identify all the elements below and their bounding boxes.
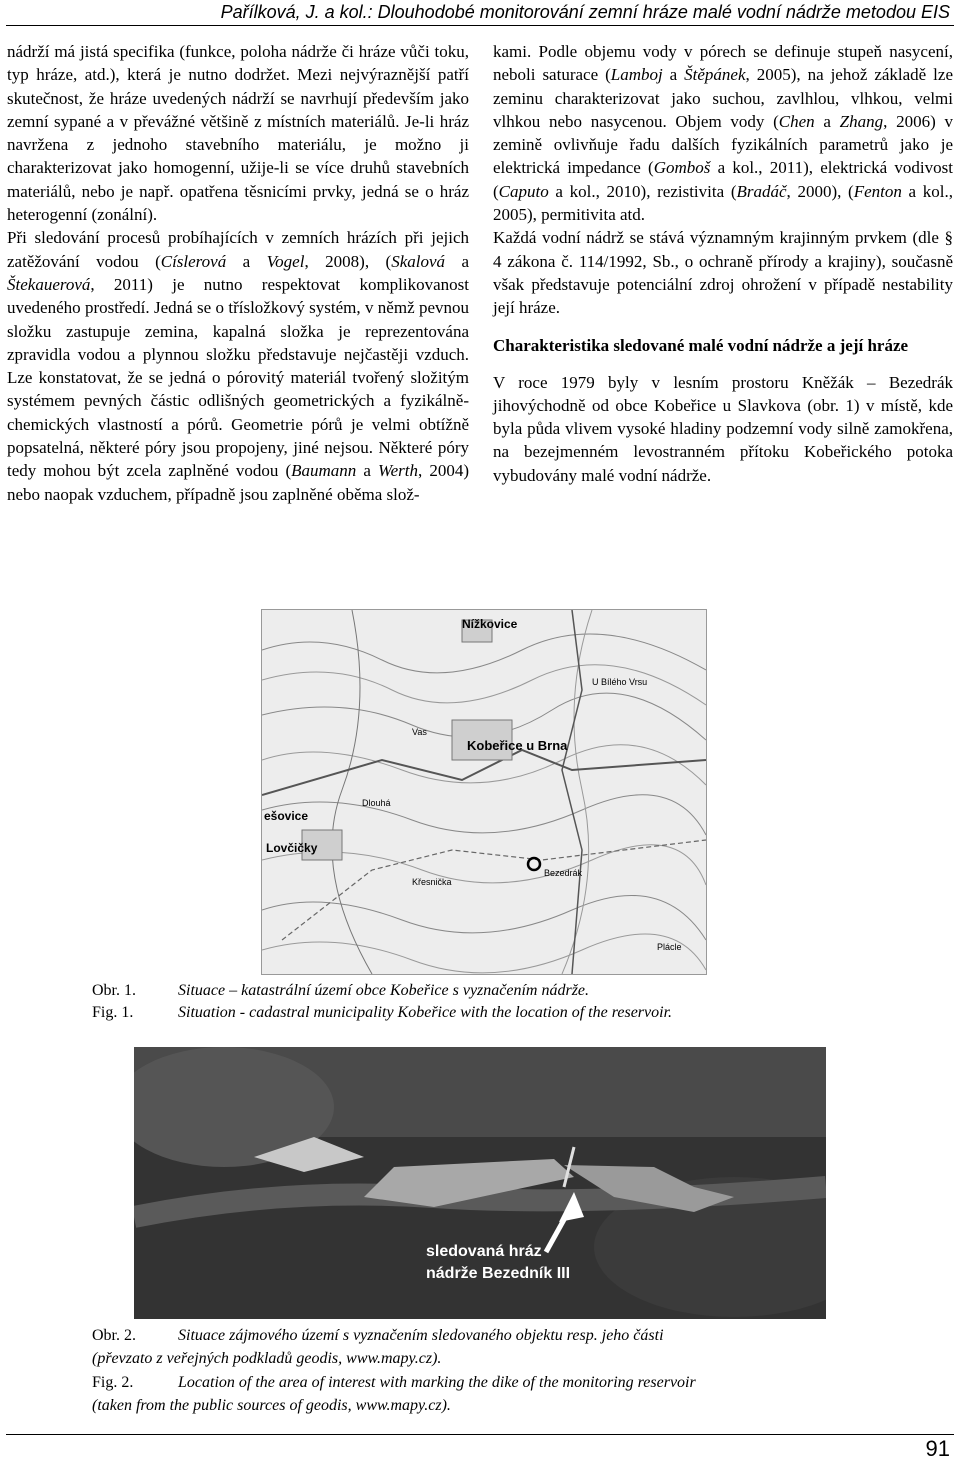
left-paragraph-1: nádrží má jistá specifika (funkce, poloha nádrže či hráze vůči toku, typ hráze, atd.), která je nutno dodržet. Mezi nejvýraznější patří skutečnost, že hráze uvedených nádrží se navrhují především jako zemní sypané a v převážné většině z místních materiálů. Je-li hráz navržena z jednoho stavebního materiálu, je možno ji charakterizovat jako homogenní, užije-li se více druhů stavebních materiálů, nebo je např. opatřena těsnicími prvky, jedná se o hráz heterogenní (zonální). (7, 42, 469, 225)
map-label-u-bileho-vrsu: U Bílého Vrsu (592, 677, 648, 687)
map-label-placle: Plácle (657, 942, 682, 952)
map-label-kresnicka: Křesnička (412, 877, 452, 887)
footer-rule (6, 1434, 954, 1435)
aerial-photo (134, 1047, 826, 1319)
citation: Štekauerová (7, 274, 91, 294)
running-header: Pařílková, J. a kol.: Dlouhodobé monitorování zemní hráze malé vodní nádrže metodou EIS (220, 2, 950, 22)
right-paragraph-3: V roce 1979 byly v lesním prostoru Kněžák – Bezedrák jihovýchodně od obce Kobeřice u Slavkova (obr. 1) v místě, kde byla půda vlivem vysoké hladiny podzemní vody silně zamokřena, na bezejmenném levostranném přítoku Kobeřického potoka vybudovány malé vodní nádrže. (493, 372, 953, 485)
aerial-annotation-line-2: nádrže Bezedník III (426, 1265, 571, 1282)
figure-1-label-en: Fig. 1. (92, 1004, 134, 1021)
page-number: 91 (925, 1436, 950, 1461)
figure-1-label-cz: Obr. 1. (92, 982, 136, 999)
figure-1-caption-cz: Obr. 1. Situace – katastrální území obce Kobeřice s vyznačením nádrže. (92, 982, 590, 999)
map-label-bezedrak: Bezedrák (544, 868, 583, 878)
citation: Skalová (391, 251, 446, 271)
topographic-map (262, 610, 706, 974)
right-column (493, 40, 953, 487)
map-label-lesovice: ešovice (264, 809, 309, 823)
figure-2-caption-cz-1: Obr. 2. Situace zájmového území s vyznačením sledovaného objektu resp. jeho části (92, 1327, 664, 1344)
citation: Gomboš (653, 158, 711, 178)
citation: Fenton (853, 181, 902, 201)
left-column (7, 40, 469, 506)
citation: Štěpánek (684, 65, 746, 85)
citation: Vogel (266, 251, 305, 271)
citation: Chen (778, 111, 815, 131)
figure-2-label-cz: Obr. 2. (92, 1327, 136, 1344)
citation: Císlerová (160, 251, 227, 271)
aerial-photo-figure (134, 1047, 826, 1319)
citation: Lamboj (610, 65, 663, 85)
map-label-vas: Vas (412, 727, 427, 737)
figure-2-label-en: Fig. 2. (92, 1374, 134, 1391)
section-heading: Charakteristika sledované malé vodní nádrže a její hráze (493, 335, 909, 355)
citation: Zhang (839, 111, 884, 131)
right-paragraph-2: Každá vodní nádrž se stává významným krajinným prvkem (dle § 4 zákona č. 114/1992, Sb., o ochraně přírody a krajiny), současně však představuje potenciální zdroj ohrožení v případě nestability její hráze. (493, 228, 953, 318)
figure-2-caption-en-1: Fig. 2. Location of the area of interest with marking the dike of the monitoring reservoir (92, 1374, 696, 1391)
aerial-annotation-line-1: sledovaná hráz (426, 1243, 542, 1260)
citation: Baumann (291, 461, 357, 481)
citation: Caputo (498, 181, 549, 201)
header-rule (6, 25, 954, 26)
topographic-map-figure (261, 609, 707, 975)
citation: Bradáč (736, 181, 787, 201)
map-label-lovcicky: Lovčičky (266, 841, 318, 855)
figure-2-caption-en-2: (taken from the public sources of geodis, www.mapy.cz). (92, 1397, 451, 1414)
figure-1-caption-en: Fig. 1. Situation - cadastral municipality Kobeřice with the location of the reservoir. (92, 1004, 673, 1021)
map-label-nizkovice: Nížkovice (462, 617, 518, 631)
map-label-koberice: Kobeřice u Brna (467, 738, 568, 753)
left-paragraph-2: Při sledování procesů probíhajících v zemních hrázích při jejich zatěžování vodou (Císlerová a Vogel, 2008), (Skalová a Štekauerová, 2011) je nutno respektovat komplikovanost uvedeného prostředí. Jedná se o třísložkový systém, v němž pevnou složku zastupuje zemina, kapalná složka je reprezentována zpravidla vodou a plynnou složku představuje nejčastěji vzduch. Lze konstatovat, že se jedná o pórovitý materiál tvořený složitým systémem pevných částic odlišných geometrických a fyzikálně-chemických vlastností a pórů. Geometrie pórů je velmi obtížně popsatelná, některé póry jsou propojeny, jiné nejsou. Některé póry tedy mohou být zcela zaplněné vodou (Baumann a Werth, 2004) nebo naopak vzduchem, případně jsou zaplněné oběma slož- (7, 228, 470, 504)
map-label-dlouha: Dlouhá (362, 798, 391, 808)
citation: Werth (378, 461, 419, 481)
figure-2-caption-cz-2: (převzato z veřejných podkladů geodis, www.mapy.cz). (92, 1350, 442, 1367)
right-paragraph-1: kami. Podle objemu vody v pórech se definuje stupeň nasycení, neboli saturace (Lamboj a Štěpánek, 2005), na jehož základě lze zeminu charakterizovat jako suchou, zavlhlou, vlhkou, velmi vlhkou nebo nasycenou. Objem vody (Chen a Zhang, 2006) v zemině ovlivňuje řadu dalších fyzikálních parametrů jako je elektrická impedance (Gomboš a kol., 2011), elektrická vodivost (Caputo a kol., 2010), rezistivita (Bradáč, 2000), (Fenton a kol., 2005), permitivita atd. (493, 42, 953, 225)
